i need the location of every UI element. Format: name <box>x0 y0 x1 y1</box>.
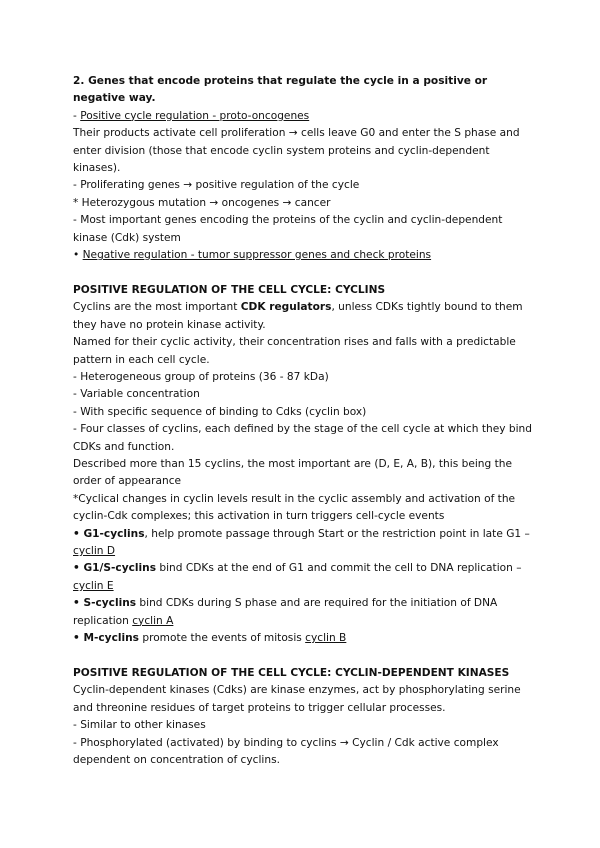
section-heading-cdks: POSITIVE REGULATION OF THE CELL CYCLE: CYCLIN-DEPENDENT KINASES <box>73 667 510 679</box>
bullet-dash: - <box>73 109 81 122</box>
cyclin-class-text: promote the events of mitosis <box>138 632 306 645</box>
positive-regulation-title: Positive cycle regulation - proto-oncogenes <box>80 109 310 122</box>
text-line: Described more than 15 cyclins, the most important are (D, E, A, B), this being the order of appearance <box>73 458 512 488</box>
text-line: *Cyclical changes in cyclin levels result in the cyclic assembly and activation of the cyclin-Cdk complexes; this activation in turn triggers cell-cycle events <box>73 492 516 523</box>
cyclin-name: cyclin E <box>73 579 114 592</box>
cyclin-class-text: , help promote passage through Start or the restriction point in late G1 – <box>144 527 530 540</box>
cyclin-class-s <box>73 595 535 630</box>
text-line: - Four classes of cyclins, each defined by the stage of the cell cycle at which they bind CDKs and function. <box>73 423 532 453</box>
cyclin-name: cyclin B <box>305 632 347 645</box>
spacer <box>73 264 535 282</box>
intro-text: , unless CDKs tightly bound to them they have no protein kinase activity. <box>73 301 523 331</box>
spacer <box>73 648 535 666</box>
text-line: - Proliferating genes → positive regulation of the cycle <box>73 179 360 192</box>
cyclin-name: cyclin D <box>73 545 116 558</box>
text-line: Named for their cyclic activity, their concentration rises and falls with a predictable pattern in each cell cycle. <box>73 336 516 366</box>
cyclin-class-text: bind CDKs during S phase and are required for the initiation of DNA replication <box>73 597 498 627</box>
cyclin-class-term: • G1/S-cyclins <box>73 562 156 575</box>
text-line: * Heterozygous mutation → oncogenes → cancer <box>73 196 331 209</box>
intro-text: Cyclins are the most important <box>73 301 241 314</box>
text-line: - With specific sequence of binding to Cdks (cyclin box) <box>73 405 367 418</box>
section-heading-genes: 2. Genes that encode proteins that regulate the cycle in a positive or negative way. <box>73 75 488 105</box>
text-line: - Similar to other kinases <box>73 719 206 732</box>
text-line: Their products activate cell proliferation → cells leave G0 and enter the S phase and enter division (those that encode cyclin system proteins and cyclin-dependent kinases). <box>73 127 520 175</box>
cyclin-class-m <box>73 630 535 647</box>
cyclins-intro <box>73 299 535 334</box>
document-body <box>73 73 535 769</box>
text-line: Cyclin-dependent kinases (Cdks) are kinase enzymes, act by phosphorylating serine and threonine residues of target proteins to trigger cellular processes. <box>73 684 521 714</box>
cyclin-class-g1 <box>73 526 535 561</box>
text-line: - Heterogeneous group of proteins (36 - 87 kDa) <box>73 371 329 383</box>
cyclin-name: cyclin A <box>132 614 174 627</box>
text-line: - Variable concentration <box>73 388 200 401</box>
text-line: - Phosphorylated (activated) by binding to cyclins → Cyclin / Cdk active complex dependent on concentration of cyclins. <box>73 736 499 767</box>
cyclin-class-term: • G1-cyclins <box>73 527 145 540</box>
section-heading-cyclins: POSITIVE REGULATION OF THE CELL CYCLE: CYCLINS <box>73 283 386 296</box>
negative-regulation-title: Negative regulation - tumor suppressor genes and check proteins <box>82 249 432 262</box>
cdk-regulators-term: CDK regulators <box>240 301 332 314</box>
positive-regulation-line <box>73 108 535 125</box>
cyclin-class-term: • M-cyclins <box>73 632 139 645</box>
bullet-dot: • <box>73 249 83 262</box>
text-line: - Most important genes encoding the proteins of the cyclin and cyclin-dependent kinase (Cdk) system <box>73 214 503 244</box>
cyclin-class-text: bind CDKs at the end of G1 and commit the cell to DNA replication – <box>156 562 522 575</box>
cyclin-class-term: • S-cyclins <box>73 597 137 610</box>
cyclin-class-g1s <box>73 560 535 595</box>
negative-regulation-line <box>73 247 535 264</box>
